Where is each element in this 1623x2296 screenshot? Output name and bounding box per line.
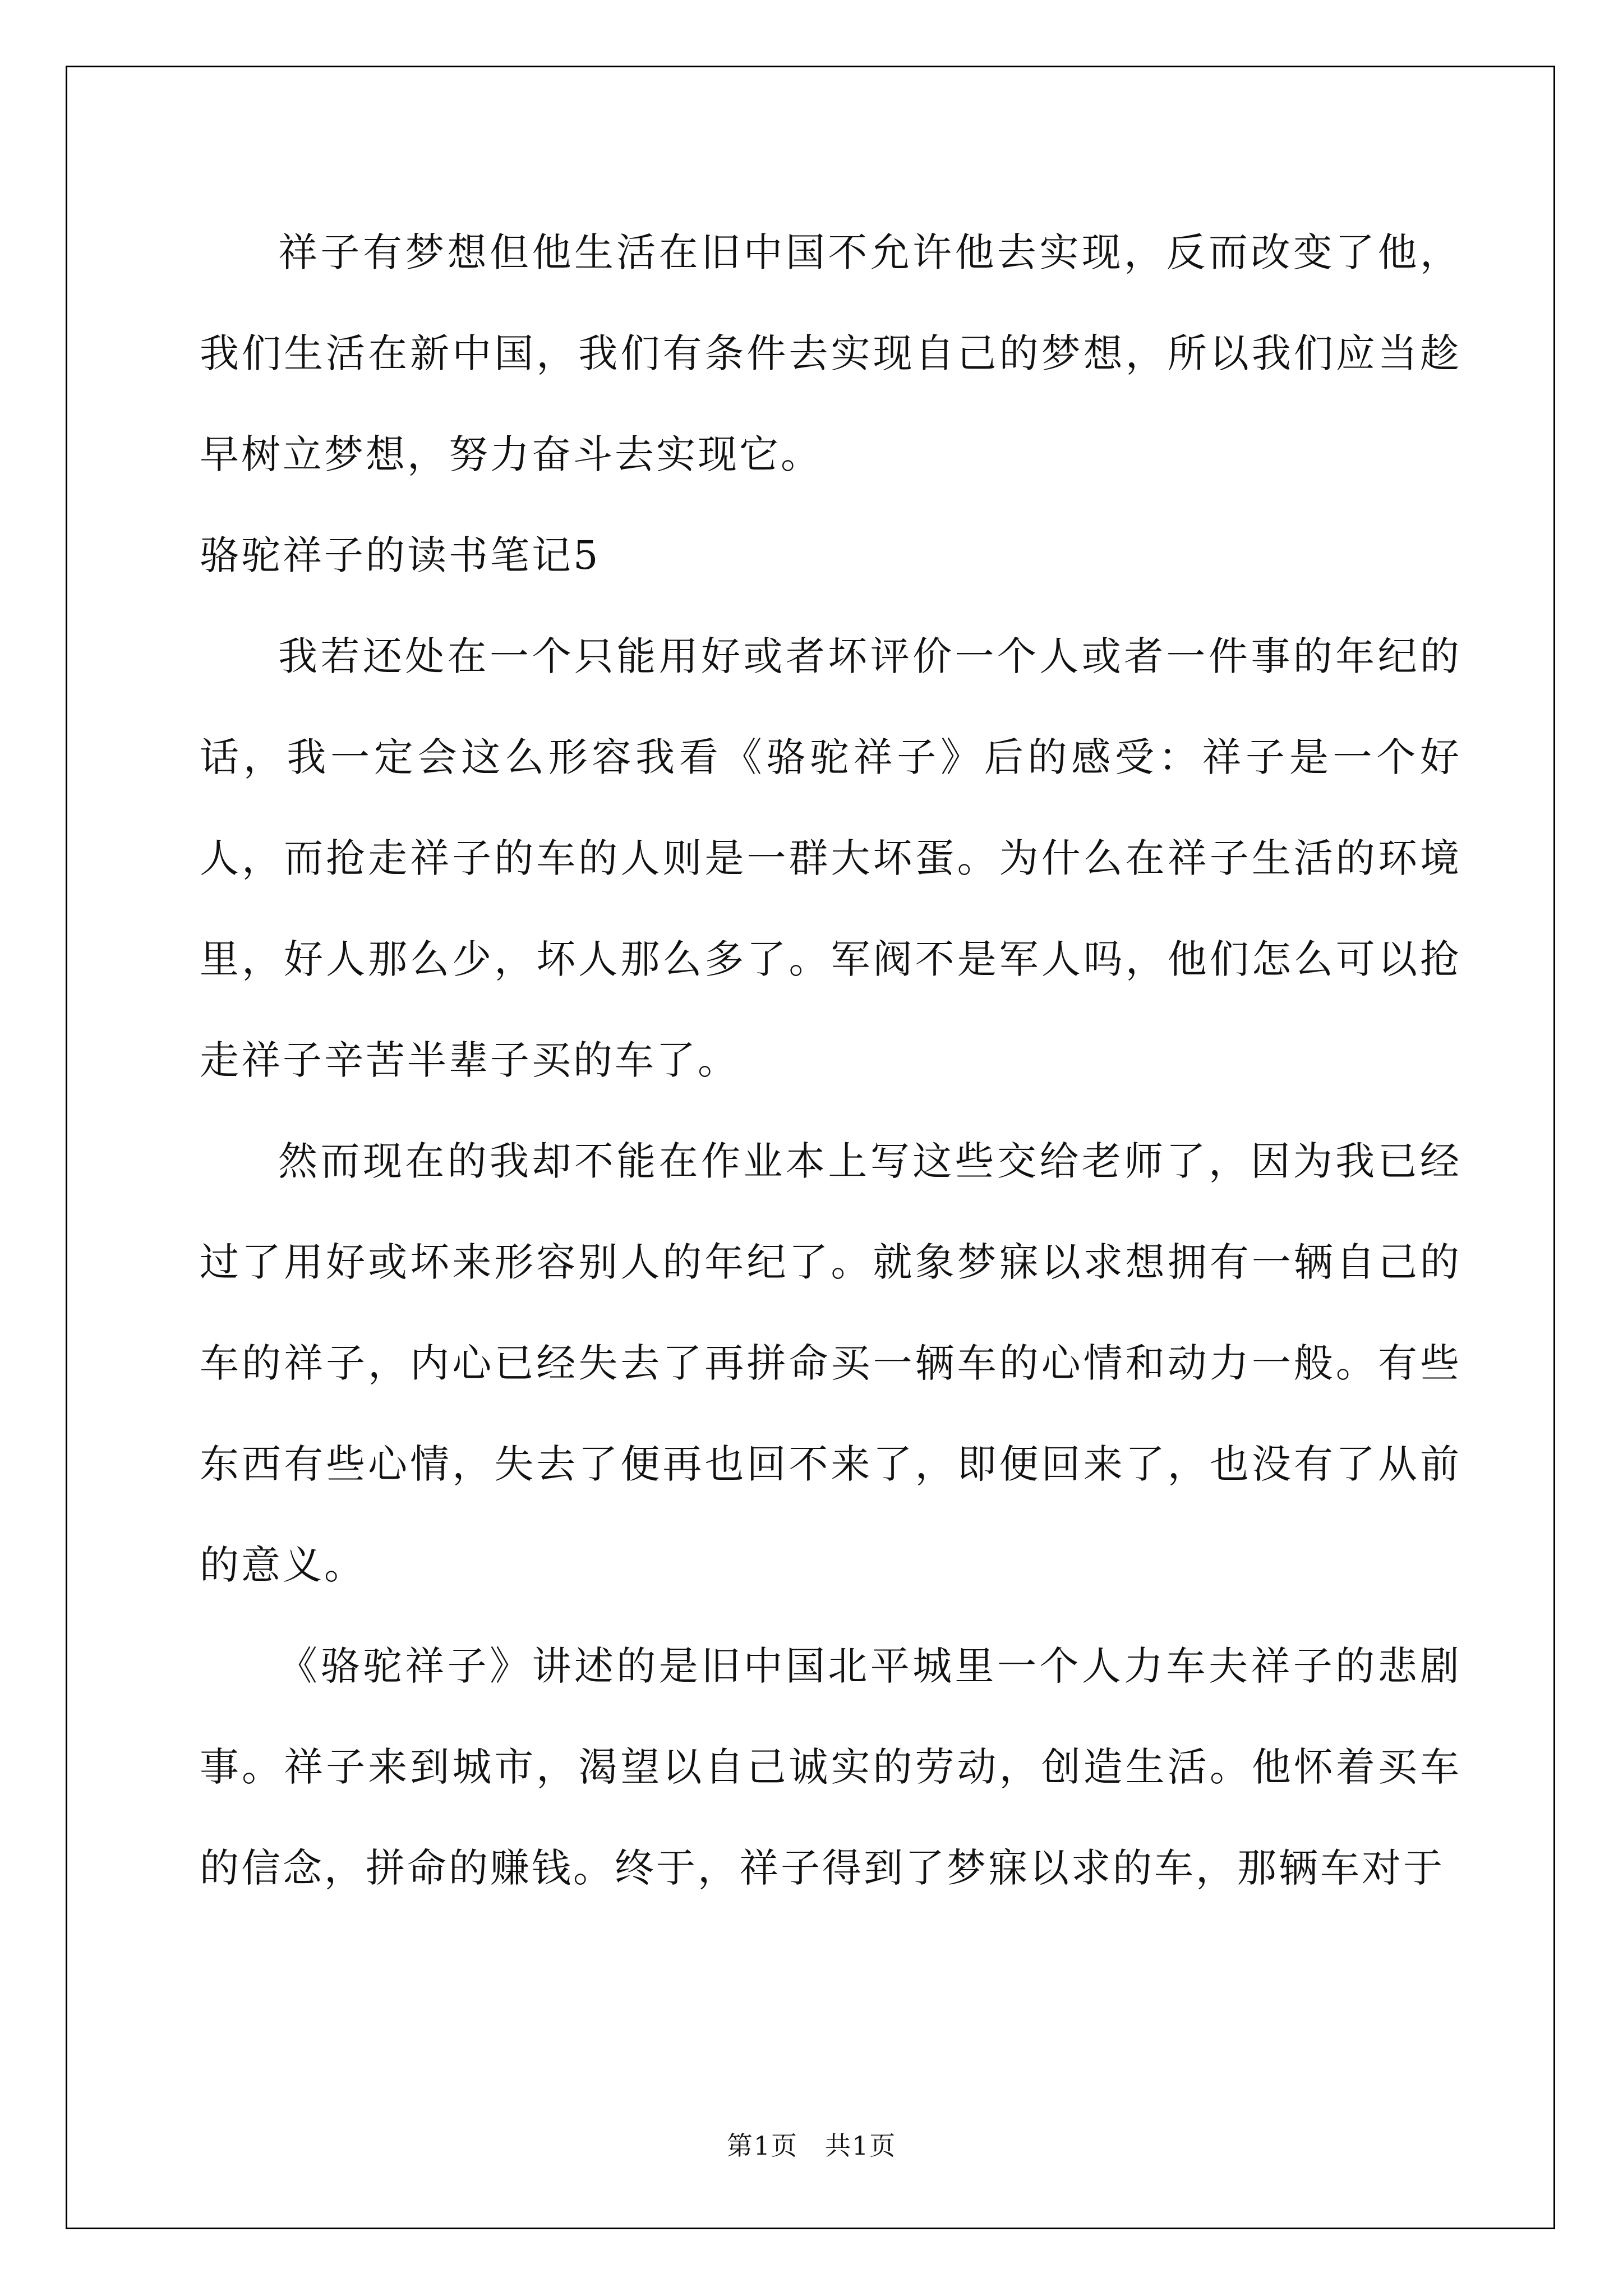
page-footer: 第1页 共1页 xyxy=(726,2131,897,2161)
paragraph-2: 我若还处在一个只能用好或者坏评价一个人或者一件事的年纪的话，我一定会这么形容我看《骆驼祥子》后的感受：祥子是一个好人，而抢走祥子的车的人则是一群大坏蛋。为什么在祥子生活的环境里，好人那么少，坏人那么多了。军阀不是军人吗，他们怎么可以抢走祥子辛苦半辈子买的车了。 xyxy=(200,633,1461,1083)
paragraph-1: 祥子有梦想但他生活在旧中国不允许他去实现，反而改变了他，我们生活在新中国，我们有条件去实现自己的梦想，所以我们应当趁早树立梦想，努力奋斗去实现它。 xyxy=(200,229,1461,477)
document-body xyxy=(200,202,1461,1918)
paragraph-3: 然而现在的我却不能在作业本上写这些交给老师了，因为我已经过了用好或坏来形容别人的年纪了。就象梦寐以求想拥有一辆自己的车的祥子，内心已经失去了再拼命买一辆车的心情和动力一般。有些东西有些心情，失去了便再也回不来了，即便回来了，也没有了从前的意义。 xyxy=(200,1138,1461,1588)
section-heading: 骆驼祥子的读书笔记5 xyxy=(200,532,601,578)
paragraph-4: 《骆驼祥子》讲述的是旧中国北平城里一个人力车夫祥子的悲剧事。祥子来到城市，渴望以自己诚实的劳动，创造生活。他怀着买车的信念，拼命的赚钱。终于，祥子得到了梦寐以求的车，那辆车对于 xyxy=(200,1643,1461,1891)
